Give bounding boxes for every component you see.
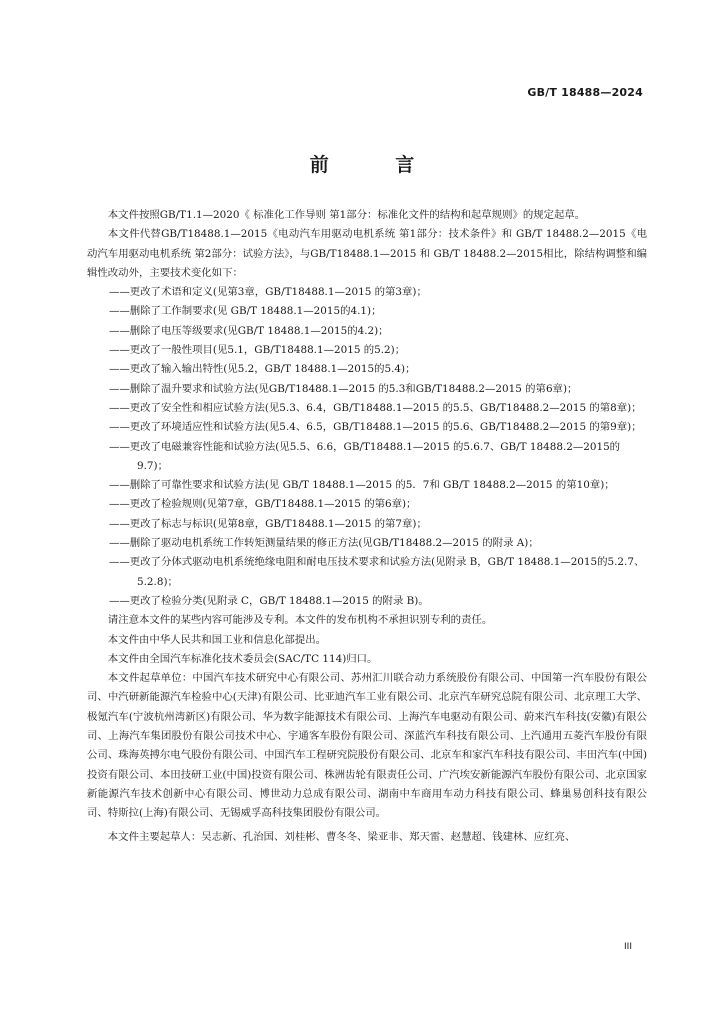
- change-list: [87, 283, 647, 611]
- drafters: 本文件主要起草人：吴志新、孔治国、刘桂彬、曹冬冬、梁亚非、郑天雷、赵慧超、钱建林、应红亮、: [107, 830, 576, 843]
- change-item: ——更改了检验规则(见第7章，GB/T18488.1—2015 的第6章)；: [109, 498, 417, 511]
- paragraph-drafting-rule: 本文件按照GB/T1.1—2020《 标准化工作导则 第1部分：标准化文件的结构和起草规则》的规定起草。: [107, 209, 586, 221]
- change-item: ——删除了驱动电机系统工作转矩测量结果的修正方法(见GB/T18488.2—2015 的附录 A)；: [109, 537, 539, 550]
- page-title: 前 言: [309, 154, 445, 176]
- change-item: ——删除了温升要求和试验方法(见GB/T18488.1—2015 的5.3和GB/T18488.2—2015 的第6章)；: [109, 382, 578, 395]
- change-item: ——更改了标志与标识(见第8章，GB/T18488.1—2015 的第7章)；: [109, 517, 427, 530]
- paragraph-replacement: 本文件代替GB/T18488.1—2015《电动汽车用驱动电机系统 第1部分：技术条件》和 GB/T 18488.2—2015《电动汽车用驱动电机系统 第2部分：试验方法》，与GB/T18488.1—2015 和 GB/T 18488.2—2015相比，除结构调整和编辑性改动外，主要技术变化如下：: [87, 228, 647, 279]
- committee-note: 本文件由全国汽车标准化技术委员会(SAC/TC 114)归口。: [107, 652, 378, 665]
- change-item: ——更改了安全性和相应试验方法(见5.3、6.4，GB/T18488.1—2015 的5.5、GB/T18488.2—2015 的第8章)；: [109, 401, 642, 414]
- change-item: ——更改了检验分类(见附录 C，GB/T 18488.1—2015 的附录 B)。: [109, 594, 429, 607]
- change-item: ——更改了术语和定义(见第3章，GB/T18488.1—2015 的第3章)；: [109, 286, 427, 299]
- change-item: ——更改了输入输出特性(见5.2，GB/T 18488.1—2015的5.4)；: [109, 363, 416, 376]
- change-item: ——更改了环境适应性和试验方法(见5.4、6.5，GB/T18488.1—2015 的5.6、GB/T18488.2—2015 的第9章)；: [109, 421, 642, 434]
- change-item: ——删除了工作制要求(见 GB/T 18488.1—2015的4.1)；: [109, 305, 382, 318]
- change-item: ——更改了分体式驱动电机系统绝缘电阻和耐电压技术要求和试验方法(见附录 B，GB/T 18488.1—2015的5.2.7、5.2.8)；: [109, 556, 645, 588]
- proposer-note: 本文件由中华人民共和国工业和信息化部提出。: [107, 633, 326, 646]
- page-number: III: [624, 942, 632, 952]
- document-body: [87, 206, 647, 847]
- change-item: ——更改了一般性项目(见5.1，GB/T18488.1—2015 的5.2)；: [109, 344, 406, 357]
- drafting-units: 本文件起草单位：中国汽车技术研究中心有限公司、苏州汇川联合动力系统股份有限公司、中国第一汽车股份有限公司、中汽研新能源汽车检验中心(天津)有限公司、比亚迪汽车工业有限公司、北京汽车研究总院有限公司、北京理工大学、极氪汽车(宁波杭州湾新区)有限公司、华为数字能源技术有限公司、上海汽车电驱动有限公司、蔚来汽车科技(安徽)有限公司、上海汽车集团股份有限公司技术中心、宇通客车股份有限公司、深蓝汽车科技有限公司、上汽通用五菱汽车股份有限公司、珠海英搏尔电气股份有限公司、中国汽车工程研究院股份有限公司、北京车和家汽车科技有限公司、丰田汽车(中国)投资有限公司、本田技研工业(中国)投资有限公司、株洲齿轮有限责任公司、广汽埃安新能源汽车股份有限公司、北京国家新能源汽车技术创新中心有限公司、博世动力总成有限公司、湖南中车商用车动力科技有限公司、蜂巢易创科技有限公司、特斯拉(上海)有限公司、无锡威孚高科技集团股份有限公司。: [87, 672, 647, 820]
- standard-code: GB/T 18488—2024: [527, 86, 643, 99]
- change-item: ——删除了可靠性要求和试验方法(见 GB/T 18488.1—2015 的5．7和 GB/T 18488.2—2015 的第10章)；: [109, 479, 615, 492]
- patent-note: 请注意本文件的某些内容可能涉及专利。本文件的发布机构不承担识别专利的责任。: [107, 614, 493, 627]
- change-item: ——更改了电磁兼容性能和试验方法(见5.5、6.6，GB/T18488.1—2015 的5.6.7、GB/T 18488.2—2015的9.7)；: [109, 440, 621, 472]
- change-item: ——删除了电压等级要求(见GB/T 18488.1—2015的4.2)；: [109, 324, 389, 337]
